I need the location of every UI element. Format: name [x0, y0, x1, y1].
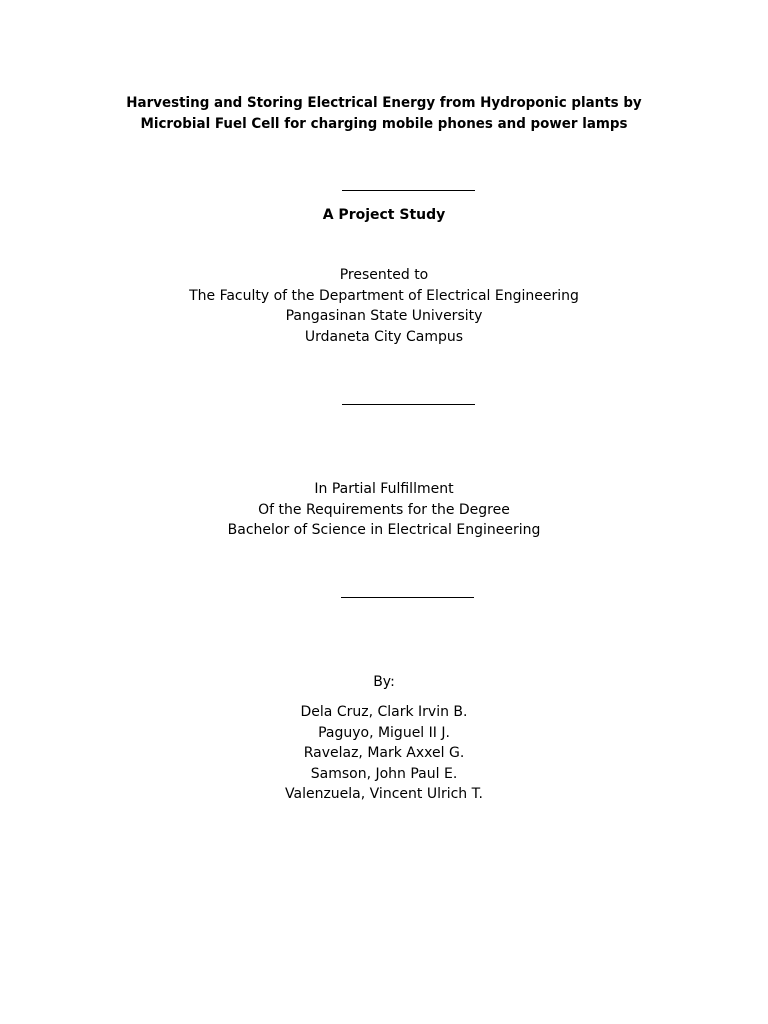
- university-name: Pangasinan State University: [285, 308, 483, 324]
- author-name: Dela Cruz, Clark Irvin B.: [300, 704, 468, 720]
- author-name: Valenzuela, Vincent Ulrich T.: [285, 786, 483, 802]
- separator-rule-2: [342, 404, 475, 405]
- presented-to-label: Presented to: [339, 267, 429, 283]
- author-name: Paguyo, Miguel II J.: [318, 724, 450, 741]
- author-name: Ravelaz, Mark Axxel G.: [303, 745, 465, 761]
- department-name: The Faculty of the Department of Electrical Engineering: [189, 287, 579, 304]
- document-type: A Project Study: [322, 207, 446, 223]
- separator-rule-1: [342, 190, 475, 191]
- title-line-1: Harvesting and Storing Electrical Energy from Hydroponic plants by: [126, 95, 642, 111]
- author-list: [0, 702, 768, 805]
- document-title: [15, 93, 752, 135]
- fulfillment-line-1: In Partial Fulfillment: [314, 481, 454, 497]
- campus-name: Urdaneta City Campus: [304, 328, 464, 345]
- fulfillment-block: [0, 479, 768, 541]
- separator-rule-3: [341, 597, 474, 598]
- by-label: By:: [373, 674, 395, 690]
- fulfillment-line-2: Of the Requirements for the Degree: [258, 501, 510, 518]
- author-name: Samson, John Paul E.: [310, 765, 458, 782]
- title-line-2: Microbial Fuel Cell for charging mobile phones and power lamps: [140, 116, 628, 132]
- degree-name: Bachelor of Science in Electrical Engineering: [227, 522, 541, 538]
- presented-to-block: [0, 265, 768, 347]
